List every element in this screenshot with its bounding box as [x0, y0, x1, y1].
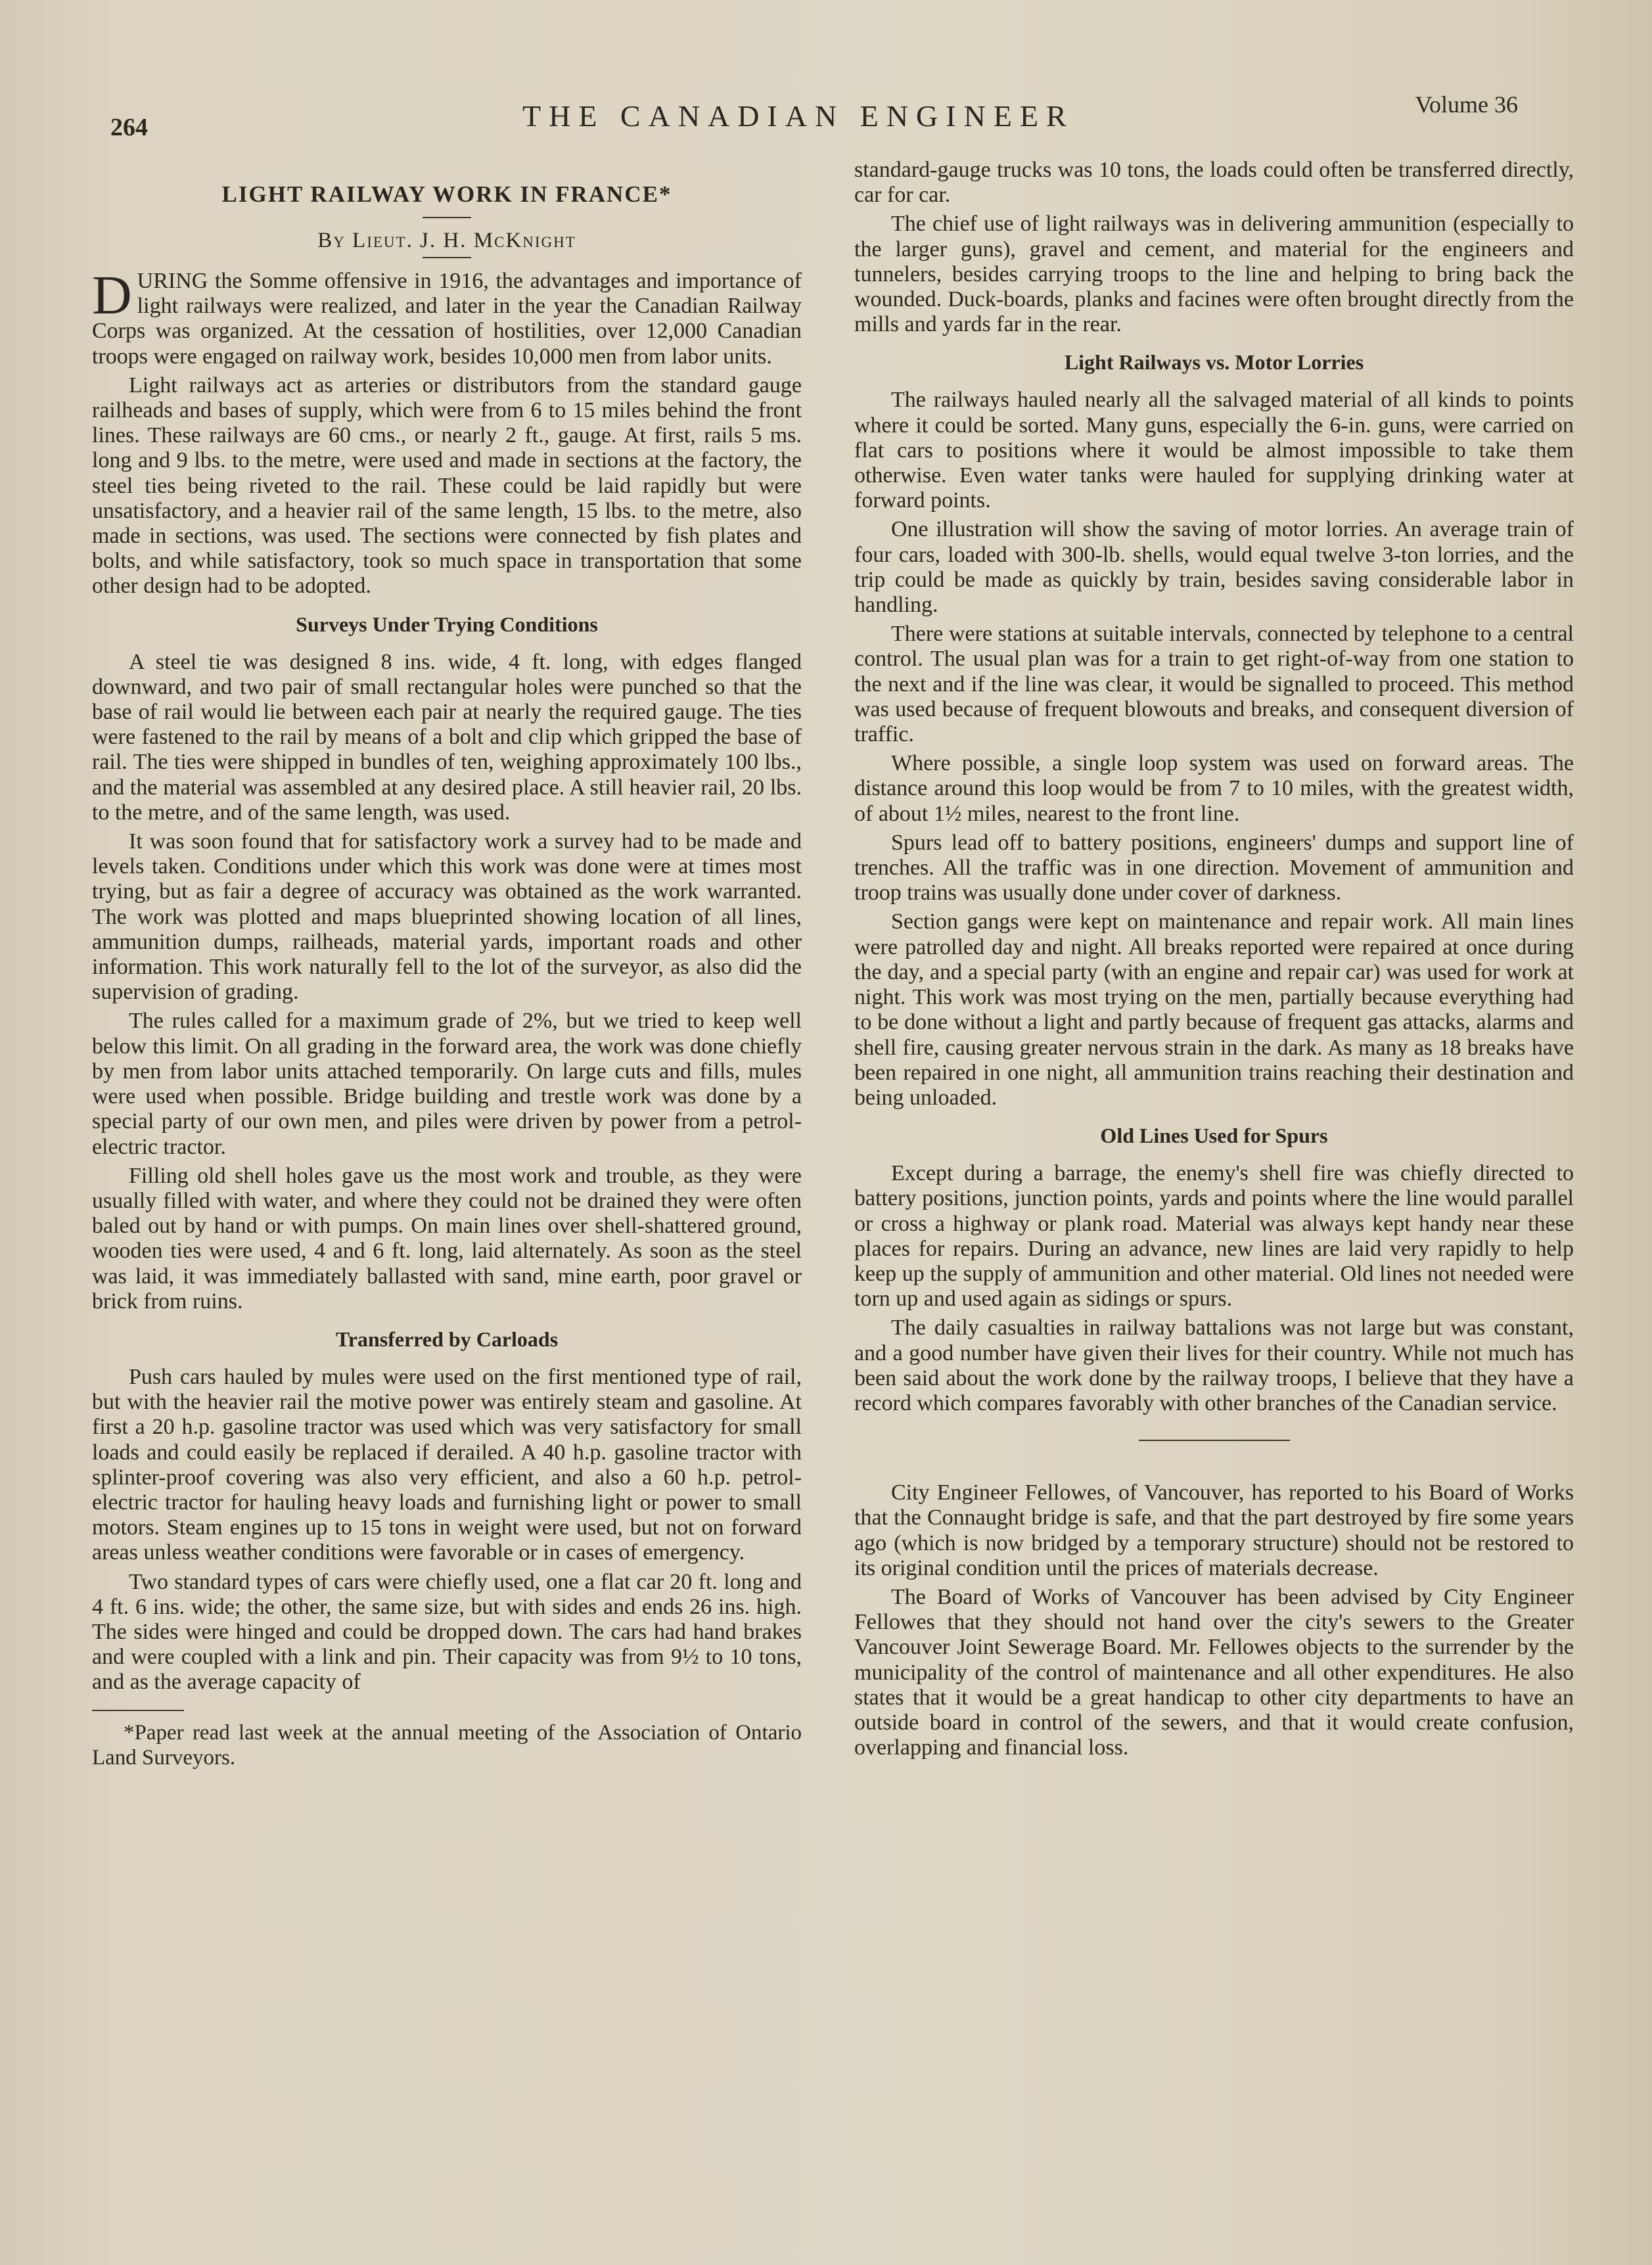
left-column — [92, 164, 802, 1774]
paragraph-2: Light railways act as arteries or distributors from the standard gauge railheads and bases of supply, which were from 6 to 15 miles behind the front lines. These railways are 60 cms., or nearly 2 ft., gauge. At first, rails 5 ms. long and 9 lbs. to the metre, were used and made in sections at the factory, the steel ties being riveted to the rail. These could be laid rapidly but were unsatisfactory, and a heavier rail of the same length, 15 lbs. to the metre, also made in sections, was used. The sections were connected by fish plates and bolts, and while satisfactory, took so much space in transportation that some other design had to be adopted. — [92, 373, 802, 599]
section-heading-transferred: Transferred by Carloads — [335, 1327, 559, 1351]
section-heading-lorries: Light Railways vs. Motor Lorries — [1064, 350, 1364, 375]
paragraph-11: The railways hauled nearly all the salvaged material of all kinds to points where it could be sorted. Many guns, especially the 6-in. guns, were carried on flat cars to positions where it would be almost impossible to take them otherwise. Even water tanks were hauled for supplying drinking water at forward points. — [854, 388, 1574, 513]
page-header — [105, 91, 1518, 141]
paragraph-15: Spurs lead off to battery positions, engineers' dumps and support line of trenches. All the traffic was in one direction. Movement of ammunition and troop trains was usually done under cover of darkness. — [854, 830, 1574, 905]
right-column — [854, 158, 1574, 1764]
news-item-1: City Engineer Fellowes, of Vancouver, has reported to his Board of Works that the Connaught bridge is safe, and that the part destroyed by fire some years ago (which is now bridged by a temporary structure) should not be restored to its original condition until the prices of materials decrease. — [854, 1480, 1574, 1580]
paragraph-9: standard-gauge trucks was 10 tons, the loads could often be transferred directly, car for car. — [854, 158, 1574, 208]
page-number: 264 — [110, 114, 148, 141]
paragraph-14: Where possible, a single loop system was used on forward areas. The distance around this loop would be from 7 to 10 miles, with the greatest width, of about 1½ miles, nearest to the front line. — [854, 751, 1574, 826]
paragraph-7: Push cars hauled by mules were used on the first mentioned type of rail, but with the heavier rail the motive power was entirely steam and gasoline. At first a 20 h.p. gasoline tractor was used which was very satisfactory for small loads and could easily be replaced if derailed. A 40 h.p. gasoline tractor with splinter-proof covering was also very efficient, and also a 60 h.p. petrol-electric tractor for hauling heavy loads and furnishing light or power to small motors. Steam engines up to 15 tons in weight were used, but not on forward areas unless weather conditions were favorable or in cases of emergency. — [92, 1364, 802, 1565]
paragraph-12: One illustration will show the saving of motor lorries. An average train of four cars, loaded with 300-lb. shells, would equal twelve 3-ton lorries, and the trip could be made as quickly by train, besides saving considerable labor in handling. — [854, 517, 1574, 618]
paragraph-16: Section gangs were kept on maintenance and repair work. All main lines were patrolled day and night. All breaks reported were repaired at once during the day, and a special party (with an engine and repair car) was used for work at night. This work was most trying on the men, partially because everything had to be done without a light and partly because of frequent gas attacks, alarms and shell fire, causing greater nervous strain in the dark. As many as 18 breaks have been repaired in one night, all ammunition trains reaching their destination and being unloaded. — [854, 909, 1574, 1110]
paragraph-18: The daily casualties in railway battalions was not large but was constant, and a good number have given their lives for their country. While not much has been said about the work done by the railway troops, I believe that they have a record which compares favorably with other branches of the Canadian service. — [854, 1316, 1574, 1415]
news-item-2: The Board of Works of Vancouver has been advised by City Engineer Fellowes that they should not hand over the city's sewers to the Greater Vancouver Joint Sewerage Board. Mr. Fellowes objects to the surrender by the municipality of the control of maintenance and all other expenditures. He also states that it would be a great handicap to other city departments to have an outside board in control of the sewers, and that it would create confusion, overlapping and financial loss. — [854, 1584, 1574, 1760]
section-heading-surveys: Surveys Under Trying Conditions — [296, 612, 598, 636]
paragraph-1: DURING the Somme offensive in 1916, the advantages and importance of light railways were realized, and later in the year the Canadian Railway Corps was organized. At the cessation of hostilities, over 12,000 Canadian troops were engaged on railway work, besides 10,000 men from labor units. — [92, 265, 802, 369]
title-rule — [423, 217, 471, 218]
footnote: *Paper read last week at the annual meeting of the Association of Ontario Land Surveyors. — [92, 1720, 802, 1770]
article-end-rule — [1139, 1440, 1290, 1441]
paragraph-3: A steel tie was designed 8 ins. wide, 4 ft. long, with edges flanged downward, and two pair of small rectangular holes were punched so that the base of rail would lie between each pair at nearly the required gauge. The ties were fastened to the rail by means of a bolt and clip which gripped the base of rail. The ties were shipped in bundles of ten, weighing approximately 100 lbs., and the material was assembled at any desired place. A still heavier rail, 20 lbs. to the metre, and of the same length, was used. — [92, 649, 802, 825]
byline-rule — [423, 257, 471, 258]
paragraph-5: The rules called for a maximum grade of 2%, but we tried to keep well below this limit. On all grading in the forward area, the work was done chiefly by men from labor units attached temporarily. On large cuts and fills, mules were used when possible. Bridge building and trestle work was done by a special party of our own men, and piles were driven by power from a petrol-electric tractor. — [92, 1009, 802, 1159]
section-heading-old-lines: Old Lines Used for Spurs — [1100, 1124, 1328, 1148]
paragraph-4: It was soon found that for satisfactory work a survey had to be made and levels taken. Conditions under which this work was done were at times most trying, but as fair a degree of accuracy was obtained as the work warranted. The work was plotted and maps blueprinted showing location of all lines, ammunition dumps, railheads, material yards, important roads and other information. This work naturally fell to the lot of the surveyor, as also did the supervision of grading. — [92, 829, 802, 1005]
paragraph-13: There were stations at suitable intervals, connected by telephone to a central control. The usual plan was for a train to get right-of-way from one station to the next and if the line was clear, it would be signalled to proceed. This method was used because of frequent blowouts and breaks, and consequent diversion of traffic. — [854, 622, 1574, 747]
journal-title: THE CANADIAN ENGINEER — [522, 99, 1074, 133]
paragraph-6: Filling old shell holes gave us the most work and trouble, as they were usually filled with water, and where they could not be drained they were often baled out by hand or with pumps. On main lines over shell-shattered ground, wooden ties were used, 4 and 6 ft. long, laid alternately. As soon as the steel was laid, it was immediately ballasted with sand, mine earth, poor gravel or brick from ruins. — [92, 1163, 802, 1314]
paragraph-10: The chief use of light railways was in delivering ammunition (especially to the larger guns), gravel and cement, and material for the engineers and tunnelers, besides carrying troops to the line and helping to bring back the wounded. Duck-boards, planks and facines were often brought directly from the mills and yards far in the rear. — [854, 212, 1574, 337]
article-title: LIGHT RAILWAY WORK IN FRANCE* — [221, 181, 672, 207]
paragraph-17: Except during a barrage, the enemy's shell fire was chiefly directed to battery positions, junction points, yards and points where the line would parallel or cross a highway or plank road. Material was always kept handy near these places for repairs. During an advance, new lines are laid very rapidly to help keep up the supply of ammunition and other material. Old lines not needed were torn up and used again as sidings or spurs. — [854, 1161, 1574, 1312]
volume-label: Volume 36 — [1415, 91, 1518, 118]
paragraph-8: Two standard types of cars were chiefly used, one a flat car 20 ft. long and 4 ft. 6 ins. wide; the other, the same size, but with sides and ends 26 ins. high. The sides were hinged and could be dropped down. The cars had hand brakes and were coupled with a link and pin. Their capacity was from 9½ to 10 tons, and as the average capacity of — [92, 1569, 802, 1695]
drop-cap: D — [92, 265, 132, 326]
footnote-rule — [92, 1710, 184, 1711]
byline: By Lieut. J. H. McKnight — [317, 229, 576, 252]
